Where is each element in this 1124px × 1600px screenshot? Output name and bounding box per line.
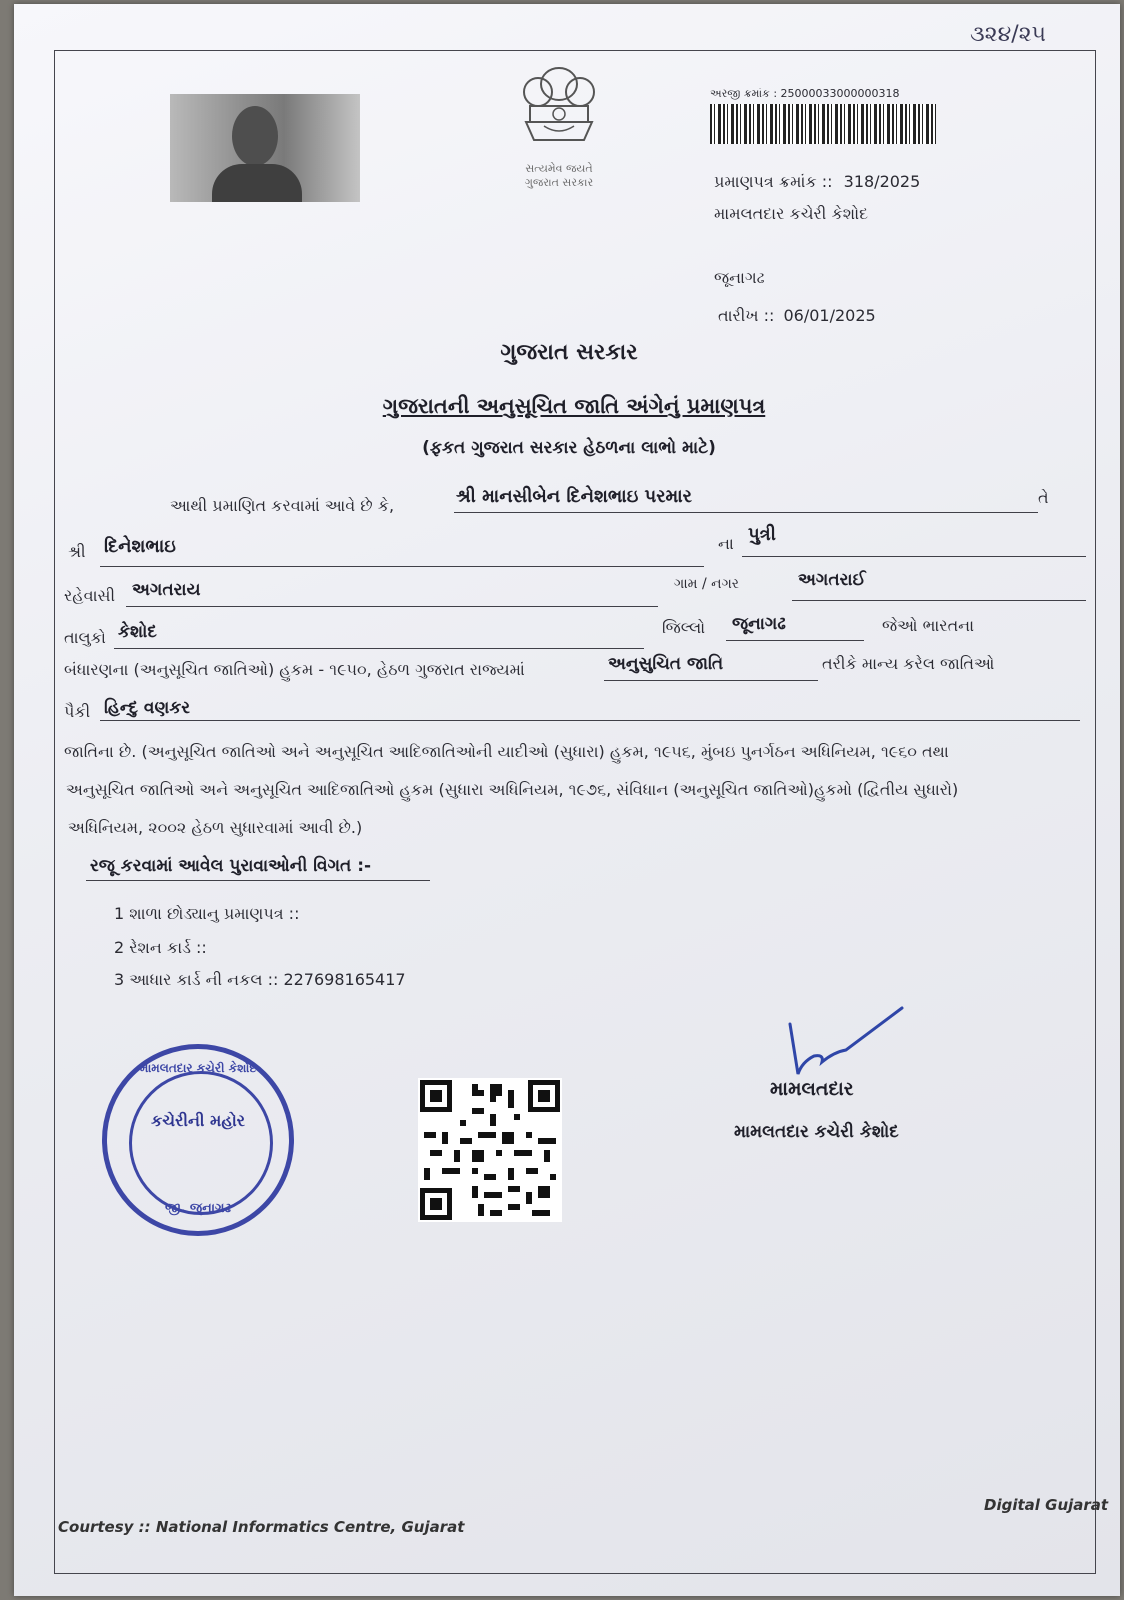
evidence-item (114, 970, 406, 990)
applicant-photo (170, 94, 360, 202)
shri-word: શ્રી (68, 542, 86, 561)
lion-capital-icon (504, 62, 614, 158)
resident-value: અગતરાય (132, 580, 201, 600)
evidence-item-no: 3 (114, 970, 125, 989)
na-word: ના (718, 534, 734, 553)
paiki-word: પૈકી (64, 702, 91, 721)
certificate-number-value: 318/2025 (843, 172, 921, 191)
signatory-title: મામલતદાર (770, 1078, 854, 1100)
evidence-item-no: 2 (114, 938, 125, 957)
government-heading: ગુજરાત સરકાર (500, 340, 638, 365)
te-word: તે (1038, 488, 1049, 507)
category-line (604, 680, 818, 681)
corner-note: ૩૨૪/૨૫ (970, 22, 1046, 47)
body-shape (212, 164, 302, 202)
emblem-motto: સત્યમેવ જયતે (525, 162, 593, 175)
certificate-number (714, 172, 920, 192)
resident-line (126, 606, 658, 607)
caste-value: હિન્દુ વણકર (104, 698, 191, 718)
issuing-office: મામલતદાર કચેરી કેશોદ (714, 204, 869, 223)
qr-finder-bottom-left (420, 1188, 452, 1220)
village-line (792, 600, 1086, 601)
evidence-item-text: શાળા છોડ્યાનુ પ્રમાણપત્ર :: (129, 904, 300, 923)
qr-finder-top-left (420, 1080, 452, 1112)
village-label: ગામ / નગર (674, 576, 740, 592)
holder-name: શ્રી માનસીબેન દિનેશભાઇ પરમાર (456, 486, 692, 507)
application-number-label: અરજી ક્રમાંક : (710, 87, 778, 100)
date-label: તારીખ :: (718, 306, 775, 325)
seal-top-text: મામલતદાર કચેરી કેશોદ (139, 1061, 257, 1075)
signature (784, 1004, 914, 1084)
district-label: જિલ્લો (662, 618, 706, 637)
legal-para-2: અનુસૂચિત જાતિઓ અને અનુસૂચિત આદિજાતિઓ હુકમ (સુધારા અધિનિયમ, ૧૯૭૬, સંવિધાન (અનુસૂચિત જાતિઓ)હુકમો (દ્વિતીય સુધારો) (66, 780, 959, 799)
certify-text: આથી પ્રમાણિત કરવામાં આવે છે કે, (170, 496, 395, 515)
district-value: જૂનાગઢ (732, 614, 786, 634)
evidence-item (114, 938, 207, 958)
face-shape (232, 106, 278, 166)
issuing-district: જૂનાગઢ (714, 268, 765, 287)
taluka-label: તાલુકો (64, 628, 106, 647)
certificate-title: ગુજરાતની અનુસૂચિત જાતિ અંગેનું પ્રમાણપત્ર (382, 394, 766, 418)
qr-finder-top-right (528, 1080, 560, 1112)
evidence-item-text: આધાર કાર્ડ ની નકલ :: 227698165417 (129, 970, 406, 989)
taluka-value: કેશોદ (118, 622, 157, 642)
office-seal (102, 1044, 294, 1236)
holder-name-line (454, 512, 1038, 513)
seal-inner-ring (129, 1071, 273, 1215)
evidence-heading: રજૂ કરવામાં આવેલ પુરાવાઓની વિગત :- (90, 856, 372, 876)
evidence-item (114, 904, 299, 924)
taluka-line (114, 648, 644, 649)
village-value: અગતરાઈ (798, 570, 866, 590)
caste-line (100, 720, 1080, 721)
barcode (710, 104, 936, 144)
seal-bottom-text: જી. જુનાગઢ (164, 1201, 231, 1216)
relation-line (742, 556, 1086, 557)
emblem-caption: ગુજરાત સરકાર (524, 176, 594, 189)
application-number (710, 87, 900, 101)
footer-courtesy: Courtesy :: National Informatics Centre, Gujarat (58, 1518, 465, 1536)
resident-label: રહેવાસી (64, 586, 116, 605)
qr-code (418, 1078, 562, 1222)
certificate-number-label: પ્રમાણપત્ર ક્રમાંક :: (714, 172, 833, 191)
certificate-subtitle: (ફકત ગુજરાત સરકાર હેઠળના લાભો માટે) (422, 438, 716, 458)
certificate-date (718, 306, 876, 326)
date-value: 06/01/2025 (783, 306, 876, 325)
district-line (726, 640, 864, 641)
national-emblem (504, 62, 614, 189)
signatory-office: મામલતદાર કચેરી કેશોદ (734, 1122, 899, 1142)
page-border (54, 50, 1096, 1574)
father-name-line (100, 566, 704, 567)
relation: પુત્રી (748, 524, 776, 545)
evidence-item-text: રેશન કાર્ડ :: (129, 938, 207, 957)
category-value: અનુસુચિત જાતિ (608, 654, 724, 674)
legal-para-1: જાતિના છે. (અનુસૂચિત જાતિઓ અને અનુસૂચિત આદિજાતિઓની યાદીઓ (સુધારા) હુકમ, ૧૯૫૬, મુંબઇ પુનર્ગઠન અધિનિયમ, ૧૯૬૦ તથા (64, 742, 949, 761)
footer-brand: Digital Gujarat (984, 1496, 1109, 1514)
jeo-text: જેઓ ભારતના (882, 616, 975, 635)
father-name: દિનેશભાઇ (104, 536, 176, 557)
legal-para-3: અધિનિયમ, ૨૦૦૨ હેઠળ સુધારવામાં આવી છે.) (68, 818, 363, 837)
seal-center-text: કચેરીની મહોર (151, 1111, 245, 1130)
evidence-item-no: 1 (114, 904, 125, 923)
recognized-text: તરીકે માન્ય કરેલ જાતિઓ (822, 654, 995, 673)
constitution-text: બંધારણના (અનુસૂચિત જાતિઓ) હુકમ - ૧૯૫૦, હેઠળ ગુજરાત રાજ્યમાં (64, 660, 525, 679)
application-number-value: 25000033000000318 (780, 87, 900, 100)
certificate-paper (14, 4, 1120, 1596)
evidence-heading-line (86, 880, 430, 881)
